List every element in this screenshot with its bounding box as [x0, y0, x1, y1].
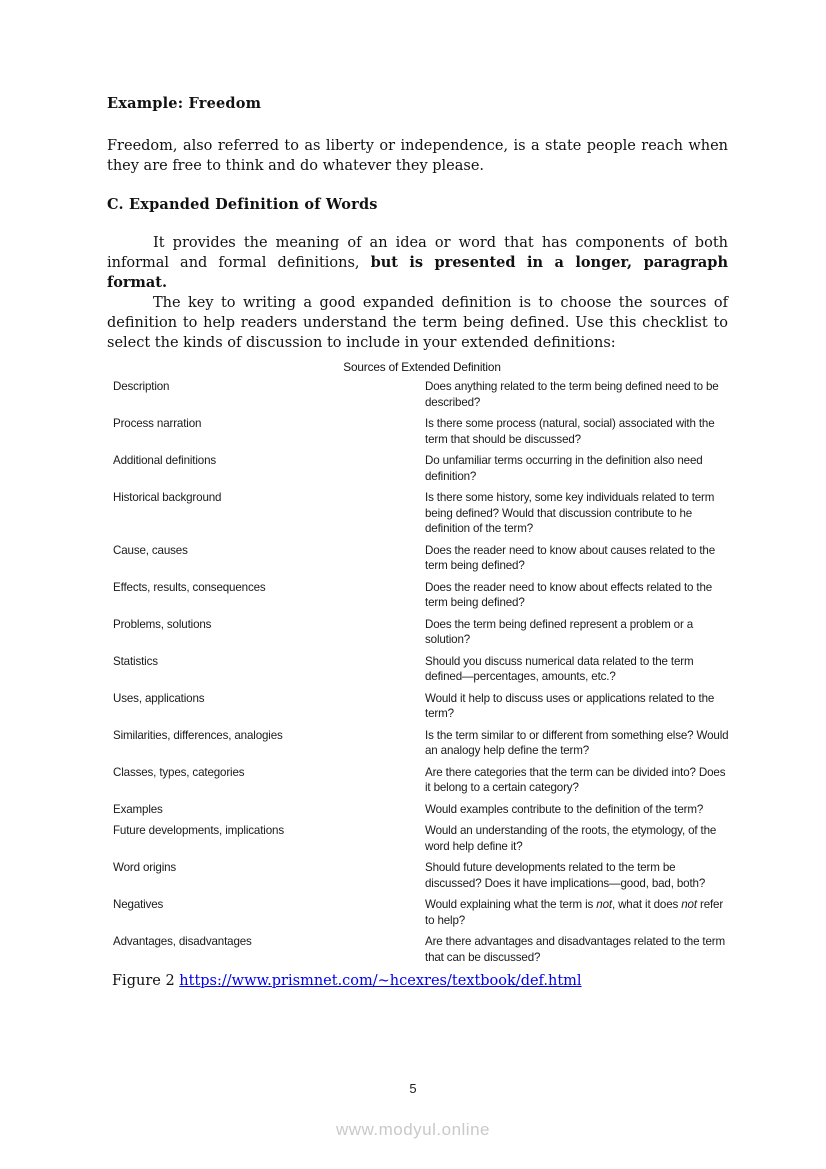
question-cell: Is there some history, some key individuals related to term being defined? Would that discussion contribute to he definition of the term?: [425, 491, 715, 535]
table-title: Sources of Extended Definition: [343, 360, 501, 374]
sources-table: [113, 360, 731, 965]
source-cell: Cause, causes: [113, 543, 188, 557]
source-cell: Description: [113, 380, 170, 393]
source-cell: Negatives: [113, 898, 164, 911]
source-cell: Advantages, disadvantages: [113, 935, 252, 948]
source-cell: Problems, solutions: [113, 617, 212, 631]
figure-caption-label: Figure 2: [112, 973, 180, 989]
source-cell: Uses, applications: [113, 691, 205, 705]
page-number: 5: [409, 1081, 417, 1096]
section-heading: C. Expanded Definition of Words: [107, 196, 378, 213]
definition-table-rows: [113, 379, 731, 965]
question-cell: Would examples contribute to the definition of the term?: [425, 802, 704, 816]
table-row: [113, 934, 731, 965]
question-cell: Should you discuss numerical data related to the term defined—percentages, amounts, etc.?: [425, 654, 694, 683]
table-row: [113, 823, 731, 854]
definition-paragraph-normal: It provides the meaning of an idea or word that has components of both informal and formal definitions,: [107, 235, 728, 271]
table-row: [113, 860, 731, 891]
example-paragraph: Freedom, also referred to as liberty or independence, is a state people reach when they are free to think and do whatever they please.: [107, 138, 728, 174]
question-cell: Would it help to discuss uses or applications related to the term?: [425, 691, 715, 720]
figure-source-link[interactable]: https://www.prismnet.com/~hcexres/textbook/def.html: [179, 973, 582, 989]
table-row: [113, 765, 731, 796]
question-cell: Would explaining what the term is not, what it does not refer to help?: [425, 898, 724, 927]
footer-watermark: www.modyul.online: [335, 1120, 490, 1139]
table-row: [113, 580, 731, 611]
table-row: [113, 728, 731, 759]
source-cell: Statistics: [113, 654, 158, 668]
source-cell: Effects, results, consequences: [113, 580, 266, 594]
table-row: [113, 691, 731, 722]
table-row: [113, 617, 731, 648]
table-row: [113, 379, 731, 410]
question-cell: Are there advantages and disadvantages related to the term that can be discussed?: [425, 935, 726, 964]
table-row: [113, 543, 731, 574]
source-cell: Additional definitions: [113, 454, 217, 467]
table-row: [113, 416, 731, 447]
source-cell: Historical background: [113, 491, 222, 504]
question-cell: Does the term being defined represent a problem or a solution?: [425, 617, 694, 646]
question-cell: Do unfamiliar terms occurring in the definition also need definition?: [425, 454, 703, 483]
source-cell: Similarities, differences, analogies: [113, 728, 283, 742]
source-cell: Examples: [113, 802, 163, 816]
question-cell: Does anything related to the term being defined need to be described?: [425, 380, 719, 409]
source-cell: Future developments, implications: [113, 824, 284, 837]
source-cell: Process narration: [113, 417, 202, 430]
table-row: [113, 654, 731, 685]
question-cell: Is the term similar to or different from something else? Would an analogy help define the term?: [425, 728, 729, 757]
question-cell: Are there categories that the term can be divided into? Does it belong to a certain category?: [425, 765, 726, 794]
question-cell: Does the reader need to know about effects related to the term being defined?: [425, 580, 713, 609]
source-cell: Classes, types, categories: [113, 765, 245, 779]
table-row: [113, 453, 731, 484]
definition-paragraph: [107, 233, 728, 293]
document-page: [107, 95, 728, 989]
example-heading: Example: Freedom: [107, 95, 262, 112]
table-row: [113, 802, 731, 818]
question-cell: Would an understanding of the roots, the etymology, of the word help define it?: [425, 824, 717, 853]
question-cell: Is there some process (natural, social) associated with the term that should be discussed?: [425, 417, 715, 446]
definition-paragraph-bold: but is presented in a longer, paragraph format.: [107, 254, 728, 291]
figure-caption: [112, 973, 728, 989]
key-paragraph: The key to writing a good expanded definition is to choose the sources of definition to help readers understand the term being defined. Use this checklist to select the kinds of discussion to include in your extended definitions:: [107, 295, 728, 351]
question-cell: Does the reader need to know about causes related to the term being defined?: [425, 543, 716, 572]
table-row: [113, 897, 731, 928]
table-row: [113, 490, 731, 537]
question-cell: Should future developments related to the term be discussed? Does it have implications—good, bad, both?: [425, 861, 706, 890]
source-cell: Word origins: [113, 861, 177, 874]
